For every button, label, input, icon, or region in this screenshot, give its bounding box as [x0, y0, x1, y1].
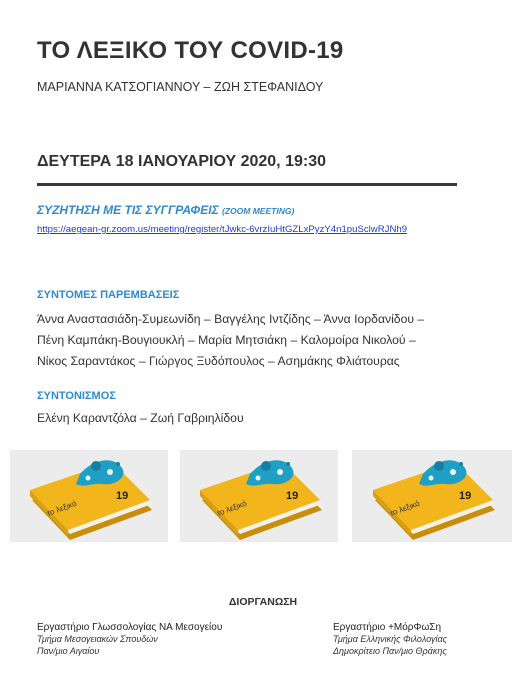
- discussion-label: ΣΥΖΗΤΗΣΗ ΜΕ ΤΙΣ ΣΥΓΓΡΑΦΕΙΣ: [37, 203, 219, 217]
- book-illustration: [352, 450, 512, 542]
- book-image: [352, 450, 512, 542]
- discussion-heading: [37, 203, 294, 217]
- book-image: [10, 450, 168, 542]
- discussion-note: (ZOOM MEETING): [222, 206, 295, 216]
- organizer-right: [333, 622, 447, 657]
- zoom-registration-link[interactable]: https://aegean-gr.zoom.us/meeting/register/tJwkc-6vrzIuHtGZLxPyzY4n1puSclwRJNh9: [37, 224, 408, 235]
- book-number: 19: [116, 490, 129, 502]
- book-spine-text: το λεξικό: [45, 498, 78, 518]
- moderators: Ελένη Καραντζόλα – Ζωή Γαβριηλίδου: [37, 411, 244, 425]
- organizer-department: Τμήμα Μεσογειακών Σπουδών: [37, 634, 158, 644]
- book-image: [180, 450, 338, 542]
- organizer-department: Τμήμα Ελληνικής Φιλολογίας: [333, 634, 448, 644]
- event-datetime: ΔΕΥΤΕΡΑ 18 ΙΑΝΟΥΑΡΙΟΥ 2020, 19:30: [37, 153, 326, 170]
- organizer-university: Δημοκρίτειο Παν/μιο Θράκης: [333, 646, 447, 656]
- organizers-heading: ΔΙΟΡΓΑΝΩΣΗ: [228, 596, 298, 608]
- speakers-heading: ΣΥΝΤΟΜΕΣ ΠΑΡΕΜΒΑΣΕΙΣ: [37, 289, 180, 301]
- divider: [37, 183, 457, 186]
- page-title: ΤΟ ΛΕΞΙΚΟ ΤΟΥ COVID-19: [37, 37, 344, 64]
- book-number: 19: [459, 490, 472, 502]
- speakers-line: Άννα Αναστασιάδη-Συμεωνίδη – Βαγγέλης Ιντζίδης – Άννα Ιορδανίδου –: [37, 312, 425, 326]
- speakers-list: [37, 309, 497, 372]
- authors: ΜΑΡΙΑΝΝΑ ΚΑΤΣΟΓΙΑΝΝΟΥ – ΖΩΗ ΣΤΕΦΑΝΙΔΟΥ: [37, 80, 324, 94]
- speakers-line: Νίκος Σαραντάκος – Γιώργος Ξυδόπουλος – Ασημάκης Φλιάτουρας: [37, 354, 400, 368]
- organizer-name: Εργαστήριο +ΜόρΦωΣη: [333, 622, 442, 633]
- organizer-name: Εργαστήριο Γλωσσολογίας ΝΑ Μεσογείου: [37, 622, 223, 633]
- organizer-university: Παν/μιο Αιγαίου: [37, 646, 100, 656]
- book-spine-text: το λεξικό: [215, 498, 248, 518]
- book-spine-text: το λεξικό: [388, 498, 421, 518]
- book-illustration: [180, 450, 338, 542]
- organizer-left: [37, 622, 222, 657]
- book-number: 19: [286, 490, 299, 502]
- book-illustration: [10, 450, 168, 542]
- speakers-line: Πένη Καμπάκη-Βουγιουκλή – Μαρία Μητσιάκη – Καλομοίρα Νικολού –: [37, 333, 416, 347]
- moderation-heading: ΣΥΝΤΟΝΙΣΜΟΣ: [37, 390, 116, 402]
